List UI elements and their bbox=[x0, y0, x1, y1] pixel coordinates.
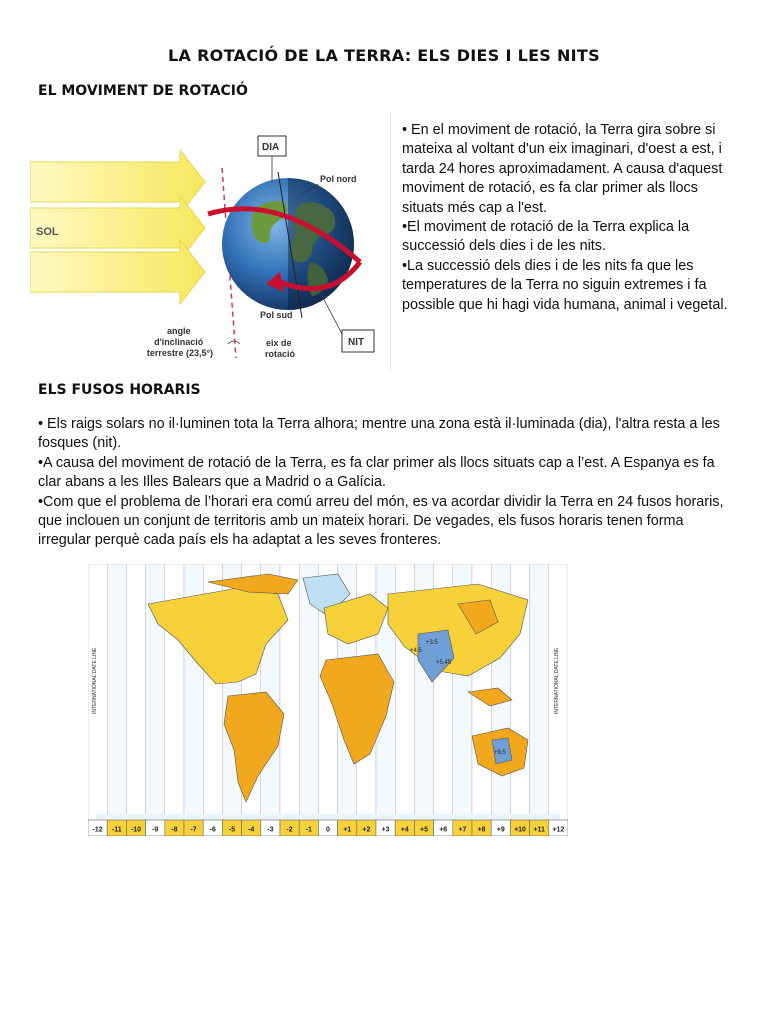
paragraph: • En el moviment de rotació, la Terra gira sobre si mateixa al voltant d'un eix imaginari, d'oest a est, i tarda 24 hores aproximadament. A causa d'aquest moviment de rotació, es fa clar primer als llocs situats més cap a l'est. bbox=[402, 122, 723, 216]
zone-label: -11 bbox=[111, 826, 122, 834]
zone-label: -5 bbox=[228, 826, 236, 834]
night-label: NIT bbox=[348, 337, 365, 348]
zone-label: +7 bbox=[458, 826, 467, 834]
zone-stripe bbox=[530, 564, 549, 820]
paragraph: •A causa del moviment de rotació de la Terra, es fa clar primer als llocs situats cap a l’est. A Espanya es fa clar abans a les Illes Balears que a Madrid o a Galícia. bbox=[38, 454, 715, 491]
angle-label: angle d'inclinació terrestre (23,5°) bbox=[146, 326, 214, 358]
south-pole-label: Pol sud bbox=[260, 310, 293, 320]
day-label: DIA bbox=[262, 142, 280, 153]
paragraph: • Els raigs solars no il·luminen tota la Terra alhora; mentre una zona està il·luminada (dia), l'altra resta a les fosques (nit). bbox=[38, 416, 720, 452]
zone-label: -9 bbox=[152, 826, 159, 834]
date-line-label-left: INTERNATIONAL DATE LINE bbox=[92, 647, 98, 714]
sun-label: SOL bbox=[36, 226, 59, 238]
date-line-label-right: INTERNATIONAL DATE LINE bbox=[554, 647, 560, 714]
rotation-text bbox=[402, 121, 738, 315]
zone-bar bbox=[88, 820, 568, 836]
map-inline-label: +4.5 bbox=[410, 648, 422, 654]
zone-label: +1 bbox=[343, 826, 352, 834]
paragraph: •El moviment de rotació de la Terra explica la successió dels dies i de les nits. bbox=[402, 219, 690, 255]
zone-stripe bbox=[280, 564, 299, 820]
zone-label: -2 bbox=[286, 826, 293, 834]
map-inline-label: +3.5 bbox=[426, 640, 438, 646]
zone-label: +6 bbox=[439, 826, 448, 834]
section-heading-time-zones: ELS FUSOS HORARIS bbox=[38, 382, 201, 398]
zone-label: -4 bbox=[248, 826, 255, 834]
time-zones-text bbox=[38, 415, 738, 551]
north-pole-label: Pol nord bbox=[320, 174, 357, 184]
zone-label: -3 bbox=[267, 826, 274, 834]
zone-label: 0 bbox=[326, 826, 330, 834]
earth-globe-icon bbox=[222, 172, 354, 318]
zone-label: -10 bbox=[130, 826, 142, 834]
zone-label: +9 bbox=[496, 826, 505, 834]
zone-label: +8 bbox=[477, 826, 486, 834]
page-title: LA ROTACIÓ DE LA TERRA: ELS DIES I LES NITS bbox=[168, 46, 600, 65]
map-inline-label: +5.45 bbox=[436, 660, 452, 666]
zone-label: +10 bbox=[514, 826, 526, 834]
zone-label: -1 bbox=[305, 826, 312, 834]
zone-label: +3 bbox=[381, 826, 390, 834]
zone-label: +11 bbox=[533, 826, 545, 834]
zone-label: +5 bbox=[420, 826, 428, 834]
time-zone-map bbox=[88, 564, 568, 836]
section-heading-rotation: EL MOVIMENT DE ROTACIÓ bbox=[38, 83, 248, 99]
zone-label: -6 bbox=[209, 826, 216, 834]
zone-label: -8 bbox=[171, 826, 178, 834]
zone-stripe bbox=[107, 564, 126, 820]
axis-label: eix de rotació bbox=[264, 338, 296, 359]
paragraph: •La successió dels dies i de les nits fa que les temperatures de la Terra no siguin extremes i fa possible que hi hagi vida humana, animal i vegetal. bbox=[402, 257, 728, 313]
zone-stripe bbox=[126, 564, 145, 820]
map-inline-label: +9.5 bbox=[494, 750, 506, 756]
zone-label: -12 bbox=[92, 826, 103, 834]
zone-label: -7 bbox=[190, 826, 197, 834]
zone-label: +12 bbox=[552, 826, 565, 834]
zone-label: +2 bbox=[362, 826, 371, 834]
divider bbox=[390, 112, 391, 370]
paragraph: •Com que el problema de l’horari era comú arreu del món, es va acordar dividir la Terra en 24 fusos horaris, que inclouen un conjunt de territoris amb un mateix horari. De vegades, els fusos horaris tenen forma irregular perquè cada país els ha adaptat a les seves fronteres. bbox=[38, 493, 724, 549]
rotation-diagram bbox=[30, 112, 392, 370]
zone-label: +4 bbox=[400, 826, 409, 834]
